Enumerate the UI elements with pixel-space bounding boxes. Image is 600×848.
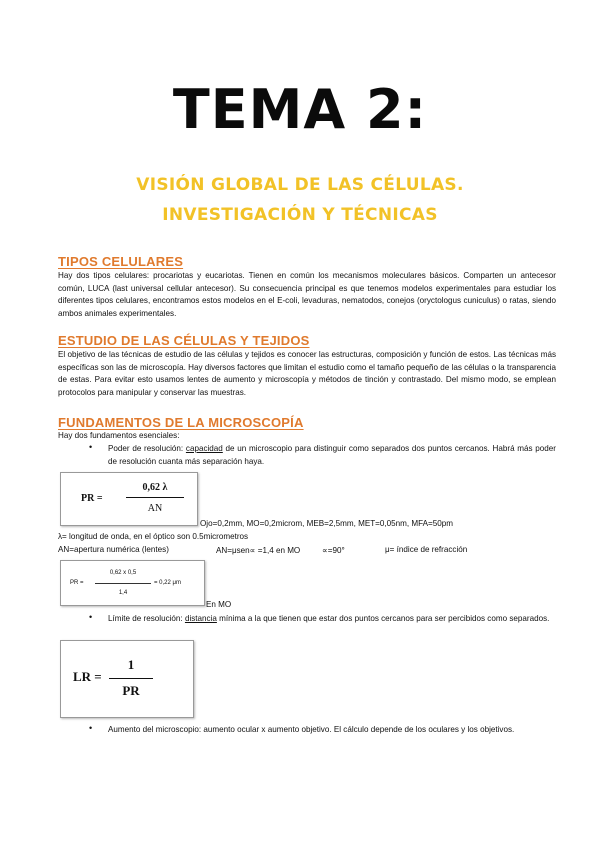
bullet-1-text xyxy=(108,443,556,468)
bullet-2: • xyxy=(89,612,93,622)
bullet-3: • xyxy=(89,723,93,733)
bullet-1: • xyxy=(89,442,93,452)
b2-after: mínima a la que tienen que estar dos puntos cercanos para ser percibidos como separados. xyxy=(216,614,550,623)
subtitle-line-2: INVESTIGACIÓN Y TÉCNICAS xyxy=(162,205,438,225)
b2-before: Límite de resolución: xyxy=(108,614,185,623)
fundamentos-intro: Hay dos fundamentos esenciales: xyxy=(58,431,180,440)
formula-pr-calc-bar xyxy=(95,583,151,584)
en-mo-label: En MO xyxy=(206,600,232,609)
formula-lr-bar xyxy=(109,678,153,679)
formula-lr-den: PR xyxy=(122,683,140,698)
an-line-2: AN=μsen∝ =1,4 en MO xyxy=(216,546,301,555)
formula-pr-calc-den: 1,4 xyxy=(118,590,128,596)
formula-pr-calc xyxy=(60,560,205,606)
formula-pr-den: AN xyxy=(147,503,163,514)
formula-pr-bar xyxy=(126,497,184,498)
section-heading-fundamentos: FUNDAMENTOS DE LA MICROSCOPÍA xyxy=(58,415,304,430)
formula-lr-num: 1 xyxy=(127,657,135,672)
values-line: Ojo=0,2mm, MO=0,2microm, MEB=2,5mm, MET=0,05nm, MFA=50pm xyxy=(200,519,454,528)
an-line-4: μ= índice de refracción xyxy=(385,545,468,554)
an-line-3: ∝=90° xyxy=(322,546,345,555)
subtitle-line-1: VISIÓN GLOBAL DE LAS CÉLULAS. xyxy=(136,175,464,195)
formula-pr-lhs: PR = xyxy=(81,493,103,504)
formula-lr-lhs: LR = xyxy=(73,669,102,684)
formula-pr xyxy=(60,472,198,526)
formula-lr xyxy=(60,640,194,718)
an-line-1: AN=apertura numérica (lentes) xyxy=(58,545,169,554)
section-heading-estudio: ESTUDIO DE LAS CÉLULAS Y TEJIDOS xyxy=(58,333,310,348)
bullet-3-text: Aumento del microscopio: aumento ocular x aumento objetivo. El cálculo depende de los oculares y los objetivos. xyxy=(108,725,515,734)
formula-pr-calc-result: = 0,22 μm xyxy=(154,580,181,586)
b1-underlined: capacidad xyxy=(185,444,223,453)
section-text-tipos: Hay dos tipos celulares: procariotas y eucariotas. Tienen en común los mecanismos moleculares básicos. Comparten un antecesor común, LUCA (last universal cellular antecesor). Su consecuencia principal es que tenemos modelos experimentales para estudiar los diferentes tipos celulares, encontramos estos modelos en el E-coli, levaduras, nematodos, conejos (oryctologus cuniculus) o ratas, siendo ambos animales experimentales. xyxy=(58,271,556,318)
formula-pr-num: 0,62 λ xyxy=(142,482,168,493)
formula-pr-calc-lhs: PR = xyxy=(70,580,84,586)
b1-before: Poder de resolución: xyxy=(108,444,186,453)
formula-pr-calc-num: 0,62 x 0,5 xyxy=(109,570,137,576)
b1-after: de un microscopio para distinguir como separados dos puntos cercanos. Habrá más poder de resolución cuanta más separación haya. xyxy=(108,444,556,466)
section-text-estudio: El objetivo de las técnicas de estudio de las células y tejidos es conocer las estructuras, composición y función de estos. Las técnicas más específicas son las de microscopía. Hay diversos factores que limitan el estudio como el tamaño pequeño de las células o la transparencia de estas. Para evitar esto usamos lentes de aumento y microscopía y métodos de tinción y contrastado. Del mismo modo, se emplean protocolos para manipular y conservar las muestras. xyxy=(58,350,556,397)
b2-underlined: distancia xyxy=(184,614,217,623)
page-title: TEMA 2: xyxy=(172,78,428,141)
lambda-line: λ= longitud de onda, en el óptico son 0.5micrometros xyxy=(58,532,249,541)
bullet-2-text xyxy=(108,613,556,626)
section-heading-tipos: TIPOS CELULARES xyxy=(58,254,184,269)
